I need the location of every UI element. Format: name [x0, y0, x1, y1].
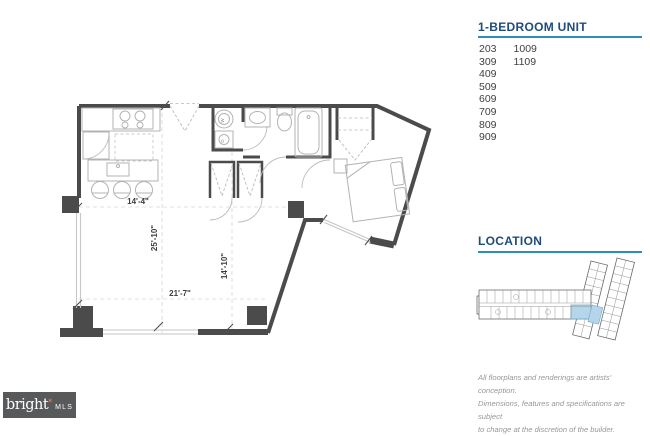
unit-number: 203 — [479, 43, 497, 55]
bathtub — [295, 108, 322, 157]
dim-label-left: 25'-10" — [150, 224, 159, 252]
unit-section-rule — [478, 36, 642, 38]
logo-brand-text: bright — [5, 397, 49, 413]
disclaimer-line: Dimensions, features and specifications are subject — [478, 399, 625, 421]
washer-label: W — [220, 118, 225, 123]
dim-label-mid: 14'-10" — [220, 252, 229, 280]
refrigerator — [83, 132, 109, 159]
window-ticks — [73, 101, 372, 333]
disclaimer-text — [478, 371, 650, 436]
toilet — [277, 108, 292, 131]
unit-column-1 — [479, 43, 497, 144]
bedroom-closet — [338, 118, 372, 130]
dim-label-top: 14'-4" — [127, 197, 149, 206]
unit-number: 709 — [479, 105, 497, 118]
bed — [345, 157, 409, 221]
site-wing-horizontal — [477, 290, 603, 324]
bright-mls-logo — [3, 392, 76, 418]
unit-number: 609 — [479, 93, 497, 106]
unit-number: 809 — [479, 118, 497, 131]
site-highlighted-unit — [571, 305, 591, 319]
unit-number-list — [479, 43, 537, 144]
location-section-rule — [478, 251, 642, 253]
unit-section-title: 1-BEDROOM UNIT — [478, 20, 587, 34]
logo-star-icon: ✶ — [47, 398, 54, 405]
unit-column-2 — [514, 43, 537, 144]
bathroom-sink — [245, 108, 270, 127]
disclaimer-line: to change at the discretion of the builder. — [478, 425, 615, 434]
dryer-label: D — [220, 139, 225, 143]
unit-number: 509 — [479, 80, 497, 93]
dim-label-bottom: 21'-7" — [169, 289, 191, 298]
entry-door — [170, 104, 199, 132]
kitchen-island — [88, 160, 158, 181]
floorplan-drawing — [50, 75, 450, 350]
disclaimer-line: All floorplans and renderings are artists' conception. — [478, 373, 612, 395]
unit-number: 309 — [479, 55, 497, 68]
unit-number: 409 — [479, 68, 497, 81]
logo-suffix-text: MLS — [55, 403, 74, 411]
unit-number: 909 — [479, 131, 497, 144]
location-section-title: LOCATION — [478, 234, 543, 248]
bar-stools — [92, 182, 153, 199]
unit-number: 1109 — [513, 55, 537, 68]
dimension-guides — [79, 106, 300, 333]
unit-number: 1009 — [513, 43, 537, 55]
location-site-plan — [470, 255, 650, 365]
cabinet-dashed — [115, 134, 153, 161]
washer-dryer — [215, 110, 233, 148]
door-swings — [83, 126, 371, 222]
stove — [113, 109, 153, 129]
